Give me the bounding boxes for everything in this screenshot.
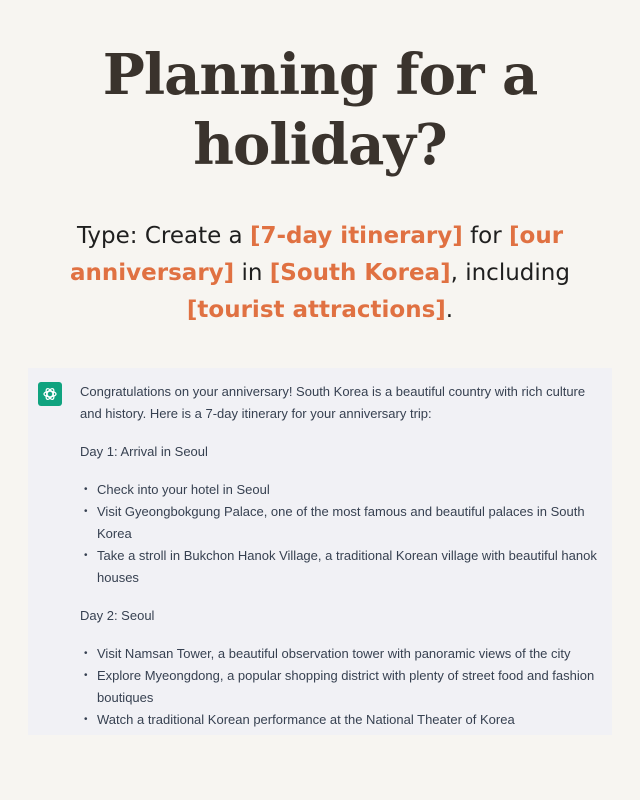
list-item: • Check into your hotel in Seoul [97,479,604,501]
prompt-text-including: , including [450,260,570,286]
placeholder-destination: [South Korea] [269,260,451,286]
prompt-end: . [445,297,454,323]
response-intro: Congratulations on your anniversary! South Korea is a beautiful country with rich culture and history. Here is a 7-day itinerary for your anniversary trip: [80,384,586,421]
prompt-text-in: in [234,260,270,286]
prompt-prefix: Type: Create a [76,223,250,249]
headline-line-1: Planning for a [102,42,538,108]
day-2-list [80,643,604,731]
placeholder-duration: [7-day itinerary] [249,223,463,249]
headline-line-2: holiday? [193,112,447,178]
day-1-list [80,479,604,589]
list-item: • Watch a traditional Korean performance at the National Theater of Korea [97,709,604,731]
prompt-text-for: for [462,223,510,249]
list-item: • Visit Namsan Tower, a beautiful observation tower with panoramic views of the city [97,643,604,665]
chatgpt-logo-icon [38,382,62,406]
list-item: • Explore Myeongdong, a popular shopping district with plenty of street food and fashion boutiques [97,665,604,709]
chat-response-card [28,368,612,735]
list-item: • Take a stroll in Bukchon Hanok Village, a traditional Korean village with beautiful hanok houses [97,545,604,589]
prompt-instruction [70,218,570,329]
placeholder-occasion: [our anniversary] [70,223,564,286]
assistant-message [80,381,604,735]
day-2-heading: Day 2: Seoul [80,608,155,623]
headline [0,40,640,180]
placeholder-interests: [tourist attractions] [186,297,446,323]
day-1-heading: Day 1: Arrival in Seoul [80,444,208,459]
list-item: • Visit Gyeongbokgung Palace, one of the most famous and beautiful palaces in South Korea [97,501,604,545]
